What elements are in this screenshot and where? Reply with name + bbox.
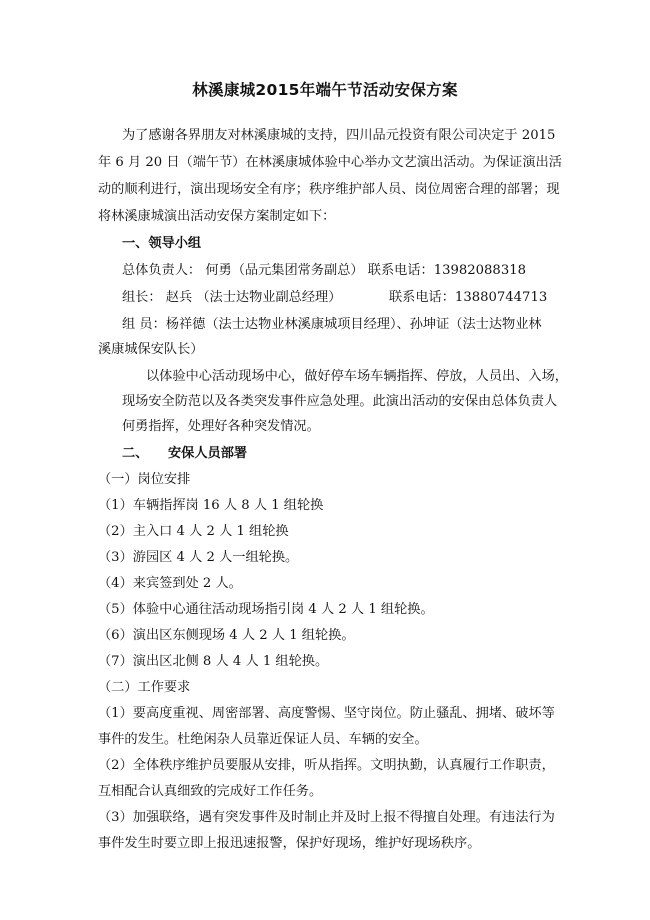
requirement-line: （2）全体秩序维护员要服从安排，听从指挥。文明执勤，认真履行工作职责， xyxy=(98,758,555,773)
section2-heading: 安保人员部署 xyxy=(168,446,248,461)
intro-line: 将林溪康城演出活动安保方案制定如下： xyxy=(98,209,336,224)
requirement-line: （3）加强联络，遇有突发事件及时制止并及时上报不得擅自处理。有违法行为 xyxy=(98,810,555,825)
post-item: （1）车辆指挥岗 16 人 8 人 1 组轮换 xyxy=(98,498,324,513)
post-item: （2）主入口 4 人 2 人 1 组轮换 xyxy=(98,524,289,539)
members-line: 组 员：杨祥德（法士达物业林溪康城项目经理）、孙坤证（法士达物业林 xyxy=(122,317,542,332)
intro-line: 动的顺利进行，演出现场安全有序；秩序维护部人员、岗位周密合理的部署；现 xyxy=(98,182,560,197)
intro-line: 为了感谢各界朋友对林溪康城的支持，四川品元投资有限公司决定于 2015 xyxy=(122,128,556,143)
description-line: 以体验中心活动现场中心，做好停车场车辆指挥、停放，人员出、入场， xyxy=(146,369,568,384)
intro-line: 年 6 月 20 日（端午节）在林溪康城体验中心举办文艺演出活动。为保证演出活 xyxy=(98,155,562,170)
requirement-line: 事件发生时要立即上报迅速报警，保护好现场，维护好现场秩序。 xyxy=(98,836,481,851)
section2-heading-number: 二、 xyxy=(122,446,149,461)
post-item: （7）演出区北侧 8 人 4 人 1 组轮换。 xyxy=(98,654,329,669)
leader-line: 总体负责人： 何勇（品元集团常务副总） 联系电话：13982088318 xyxy=(122,263,526,278)
posts-heading: （一）岗位安排 xyxy=(98,472,191,487)
requirement-line: 事件的发生。杜绝闲杂人员靠近保证人员、车辆的安全。 xyxy=(98,732,428,747)
section1-heading: 一、领导小组 xyxy=(122,236,202,251)
post-item: （6）演出区东侧现场 4 人 2 人 1 组轮换。 xyxy=(98,628,355,643)
deputy-phone: 联系电话：13880744713 xyxy=(389,290,548,305)
description-line: 何勇指挥，处理好各种突发情况。 xyxy=(122,419,320,434)
page-title: 林溪康城2015年端午节活动安保方案 xyxy=(192,81,458,99)
deputy-line: 组长： 赵兵 （法士达物业副总经理） xyxy=(122,290,342,305)
post-item: （3）游园区 4 人 2 人一组轮换。 xyxy=(98,550,299,565)
requirement-line: 互相配合认真细致的完成好工作任务。 xyxy=(98,784,323,799)
requirement-line: （1）要高度重视、周密部署、高度警惕、坚守岗位。防止骚乱、拥堵、破坏等 xyxy=(98,706,555,721)
post-item: （5）体验中心通往活动现场指引岗 4 人 2 人 1 组轮换。 xyxy=(98,602,434,617)
post-item: （4）来宾签到处 2 人。 xyxy=(98,576,242,591)
description-line: 现场安全防范以及各类突发事件应急处理。此演出活动的安保由总体负责人 xyxy=(122,394,558,409)
requirements-heading: （二）工作要求 xyxy=(98,680,191,695)
members-line: 溪康城保安队长） xyxy=(98,342,204,357)
